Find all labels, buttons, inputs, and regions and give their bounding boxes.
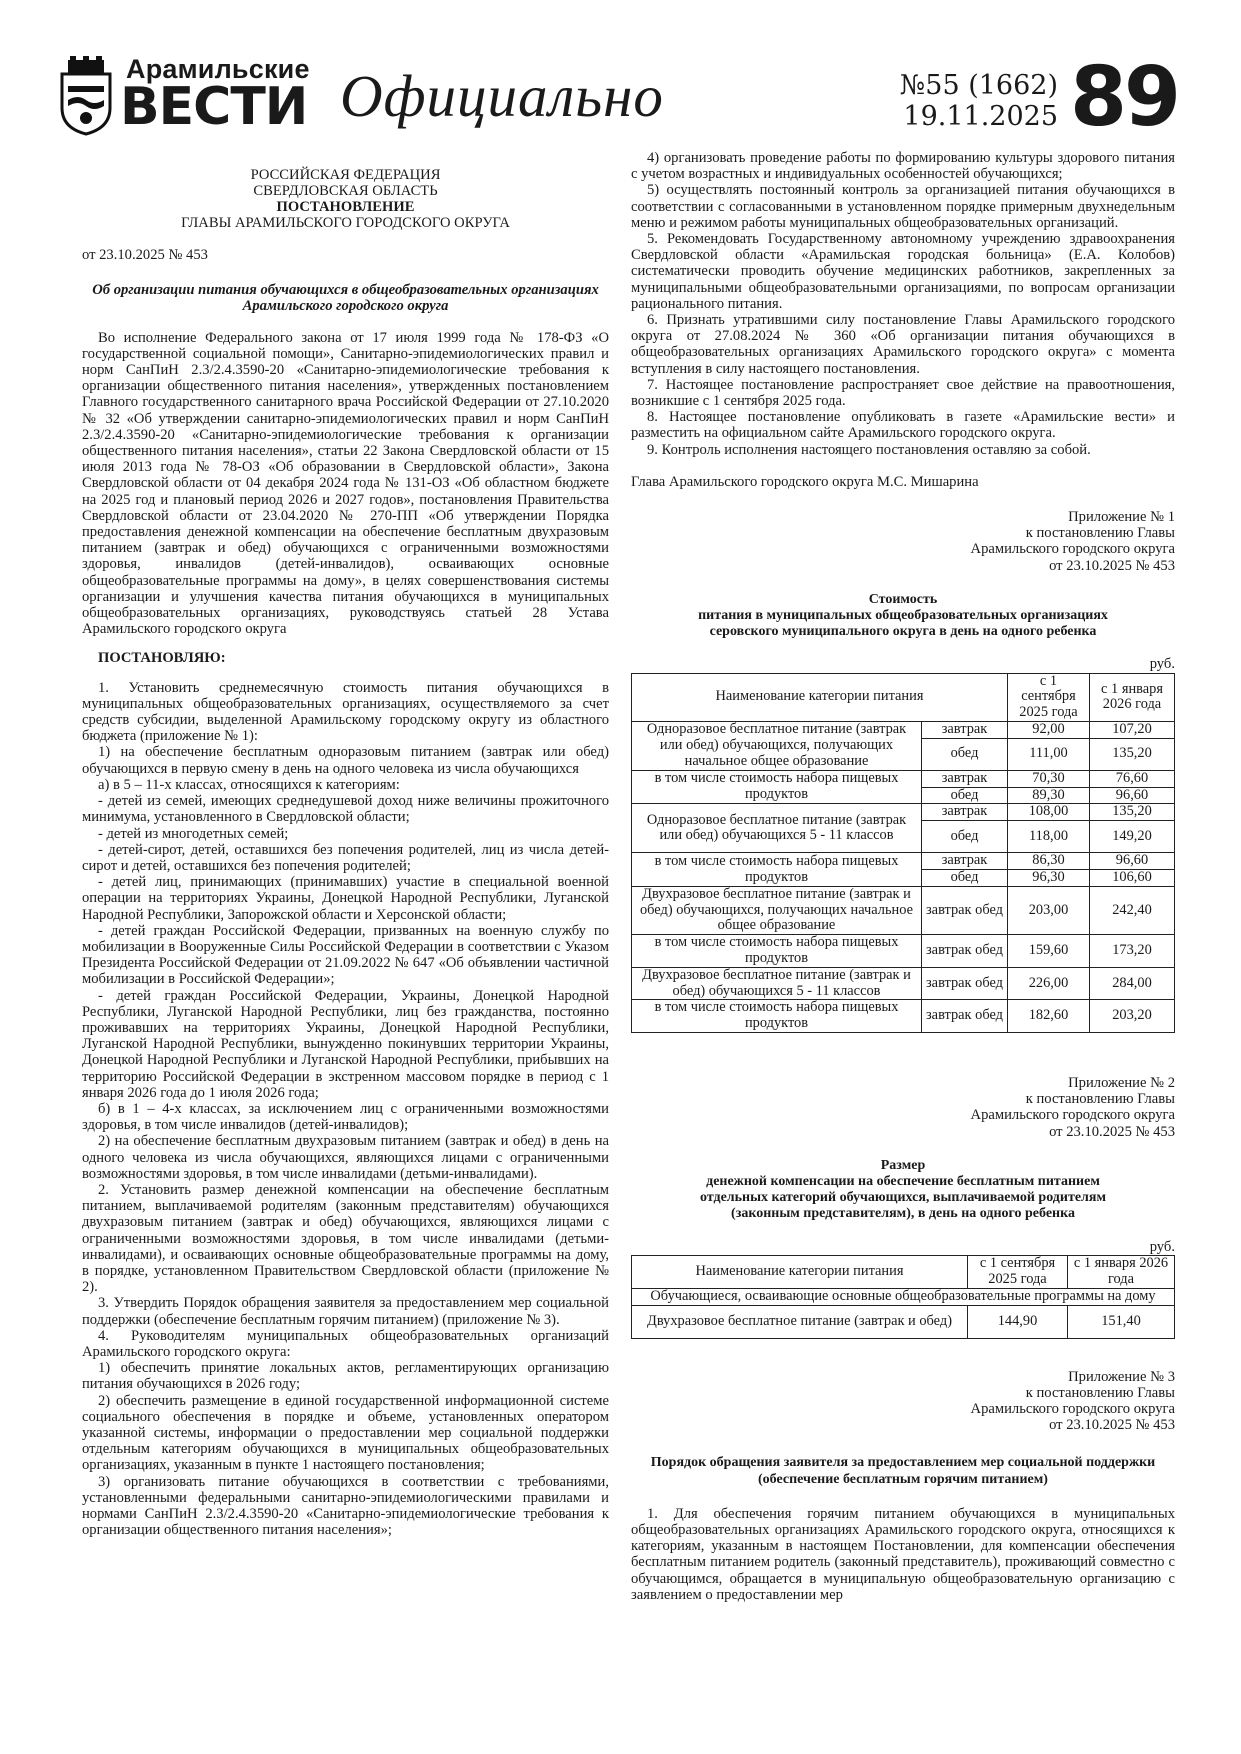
th-category: Наименование категории питания: [632, 673, 1008, 721]
header-line: ГЛАВЫ АРАМИЛЬСКОГО ГОРОДСКОГО ОКРУГА: [181, 215, 510, 231]
title-line: отдельных категорий обучающихся, выплачиваемой родителям: [700, 1190, 1106, 1206]
section-title: Официально: [340, 63, 664, 129]
paragraph: - детей граждан Российской Федерации, призванных на военную службу по мобилизации в Вооруженные Силы Российской Федерации в соответствии с Указом Президента Российской Федерации от 21.09.2022 № 647 «Об объявлении частичной мобилизации в Российской Федерации»;: [82, 922, 609, 988]
appendix1-ref: [631, 509, 1175, 574]
cell-value: 149,20: [1090, 821, 1175, 853]
ref-line: к постановлению Главы: [1025, 1384, 1175, 1401]
header-line: СВЕРДЛОВСКАЯ ОБЛАСТЬ: [253, 183, 438, 199]
th-jan: с 1 января 2026 года: [1090, 673, 1175, 721]
appendix3-ref: [631, 1369, 1175, 1434]
title-line: денежной компенсации на обеспечение бесплатным питанием: [706, 1174, 1100, 1190]
paragraph: 5) осуществлять постоянный контроль за организацией питания обучающихся в соответствии с согласованными в установленном порядке примерным двухнедельным меню и режимом работы муниципальных общеобразовательных организаций.: [631, 182, 1175, 231]
table-row: [632, 886, 1175, 934]
issue-number: №55 (1662): [899, 70, 1058, 101]
resolve-heading: ПОСТАНОВЛЯЮ:: [98, 650, 226, 667]
table-header-row: [632, 673, 1175, 721]
cell-name: в том числе стоимость набора пищевых продуктов: [632, 935, 922, 968]
cell-value: 89,30: [1008, 787, 1090, 804]
cell-meal: обед: [922, 787, 1008, 804]
cell-value: 203,20: [1090, 1000, 1175, 1033]
paragraph: 7. Настоящее постановление распространяет свое действие на правоотношения, возникшие с 1 сентября 2025 года.: [631, 376, 1175, 410]
cell-value: 86,30: [1008, 853, 1090, 870]
paragraph: 1. Для обеспечения горячим питанием обучающихся в муниципальных общеобразовательных организациях Арамильского городского округа, относящихся к категориям, указанным в настоящем Постановлении, для компенсации обеспечения бесплатным питанием родитель (законный представитель), проживающий совместно с обучающимся, обращается в муниципальную общеобразовательную организацию с заявлением о предоставлении мер: [631, 1505, 1175, 1603]
th-jan: с 1 января 2026 года: [1068, 1255, 1175, 1288]
coat-of-arms-icon: [58, 56, 114, 136]
ref-line: Приложение № 3: [1068, 1368, 1175, 1385]
ref-line: Арамильского городского округа: [970, 541, 1175, 558]
cell-value: 182,60: [1008, 1000, 1090, 1033]
cell-value: 111,00: [1008, 738, 1090, 770]
title-line: Размер: [880, 1157, 926, 1173]
cell-meal: завтрак: [922, 770, 1008, 787]
table-row: [632, 1000, 1175, 1033]
paragraph: 6. Признать утратившими силу постановление Главы Арамильского городского округа от 27.08.2024 № 360 «Об организации питания обучающихся в общеобразовательных организациях Арамильского городского округа» с момента вступления в силу настоящего постановления.: [631, 312, 1175, 377]
cell-value: 96,30: [1008, 870, 1090, 887]
paragraph: - детей из семей, имеющих среднедушевой доход ниже величины прожиточного минимума, установленного в Свердловской области;: [82, 793, 609, 826]
appendix2-ref: [631, 1075, 1175, 1140]
ref-line: от 23.10.2025 № 453: [1049, 1417, 1175, 1434]
table-row: [632, 722, 1175, 739]
issue-date: 19.11.2025: [903, 101, 1058, 132]
paragraph: - детей лиц, принимающих (принимавших) участие в специальной военной операции на территориях Украины, Донецкой Народной Республики, Луганской Народной Республики, Запорожской области и Херсонской области;: [82, 874, 609, 923]
paragraph: 3) организовать питание обучающихся в соответствии с требованиями, установленными федеральными санитарно-эпидемиологическими правилами и нормами СанПиН 2.3/2.4.3590-20 «Санитарно-эпидемиологические требования к организации общественного питания населения»;: [82, 1473, 609, 1539]
brand-main-text: ВЕСТИ: [120, 77, 308, 137]
decree-date: от 23.10.2025 № 453: [82, 247, 208, 263]
table-row: [632, 804, 1175, 821]
title-line: Стоимость: [868, 591, 938, 607]
cell-meal: завтрак: [922, 853, 1008, 870]
cell-value: 96,60: [1090, 787, 1175, 804]
table-row: [632, 935, 1175, 968]
paragraph: 2. Установить размер денежной компенсации на обеспечение бесплатным питанием, выплачиваемой родителям (законным представителям) обучающихся двухразовым питанием (завтрак и обед) обучающихся, являющихся лицами с ограниченными возможностями здоровья, в том числе инвалидами (детьми-инвалидами), и осваивающих основные общеобразовательные программы на дому, в порядке, установленном Правительством Свердловской области (приложение № 2).: [82, 1181, 609, 1296]
table-row: [632, 1305, 1175, 1338]
cell-value: 107,20: [1090, 722, 1175, 739]
cell-meal: завтрак обед: [922, 886, 1008, 934]
group-label: Обучающиеся, осваивающие основные общеобразовательные программы на дому: [632, 1288, 1175, 1305]
paragraph: - детей граждан Российской Федерации, Украины, Донецкой Народной Республики, Луганской Народной Республики, лиц без гражданства, постоянно проживавших на территориях Украины, Донецкой Народной Республики, Луганской Народной Республики, вынужденно покинувших территории Украины, Донецкой Народной Республики и Луганской Народной Республики, прибывших на территорию Российской Федерации в экстренном массовом порядке в период с 1 января 2026 года до 1 июля 2026 года;: [82, 987, 609, 1101]
ref-line: Арамильского городского округа: [970, 1401, 1175, 1418]
title-line: питания в муниципальных общеобразовательных организациях: [698, 608, 1108, 624]
cell-name: Одноразовое бесплатное питание (завтрак или обед) обучающихся, получающих начальное общее образование: [632, 722, 922, 771]
table-row: [632, 770, 1175, 787]
cell-value: 92,00: [1008, 722, 1090, 739]
table-row: [632, 967, 1175, 1000]
cell-name: Двухразовое бесплатное питание (завтрак и обед) обучающихся 5 - 11 классов: [632, 967, 922, 1000]
cell-value: 135,20: [1090, 804, 1175, 821]
header-line: ПОСТАНОВЛЕНИЕ: [276, 199, 415, 215]
cell-name: в том числе стоимость набора пищевых продуктов: [632, 1000, 922, 1033]
paragraph: 9. Контроль исполнения настоящего постановления оставляю за собой.: [647, 441, 1091, 458]
cell-value: 159,60: [1008, 935, 1090, 968]
paragraph: 5. Рекомендовать Государственному автономному учреждению здравоохранения Свердловской области «Арамильская городская больница» (Е.А. Колобов) систематически проводить обучение медицинских работников, закрепленных за муниципальными общеобразовательными организациями, по вопросам организации рационального питания.: [631, 231, 1175, 312]
cell-value: 173,20: [1090, 935, 1175, 968]
paragraph: 1) обеспечить принятие локальных актов, регламентирующих организацию питания обучающихся в 2026 году;: [82, 1360, 609, 1393]
paragraph: 2) на обеспечение бесплатным двухразовым питанием (завтрак и обед) в день на одного человека из числа обучающихся, являющихся лицами с ограниченными возможностями здоровья, в том числе инвалидами (детьми-инвалидами).: [82, 1133, 609, 1182]
paragraph: 3. Утвердить Порядок обращения заявителя за предоставлением мер социальной поддержки (обеспечение бесплатным горячим питанием) (приложение № 3).: [82, 1295, 609, 1328]
cell-name: Одноразовое бесплатное питание (завтрак или обед) обучающихся 5 - 11 классов: [632, 804, 922, 853]
appendix1-table: [631, 673, 1175, 1033]
cell-value: 144,90: [968, 1305, 1068, 1338]
signature: Глава Арамильского городского округа М.С. Мишарина: [631, 473, 979, 490]
ref-line: Приложение № 1: [1068, 509, 1175, 526]
cell-value: 203,00: [1008, 886, 1090, 934]
cell-value: 118,00: [1008, 821, 1090, 853]
cell-name: в том числе стоимость набора пищевых продуктов: [632, 853, 922, 887]
cell-name: Двухразовое бесплатное питание (завтрак и обед): [632, 1305, 968, 1338]
unit-label: руб.: [1149, 1238, 1175, 1255]
cell-value: 76,60: [1090, 770, 1175, 787]
paragraph: 4. Руководителям муниципальных общеобразовательных организаций Арамильского городского округа:: [82, 1327, 609, 1360]
cell-value: 108,00: [1008, 804, 1090, 821]
unit-label: руб.: [1149, 656, 1175, 673]
cell-value: 135,20: [1090, 738, 1175, 770]
th-category: Наименование категории питания: [632, 1255, 968, 1288]
th-sept: с 1 сентября 2025 года: [968, 1255, 1068, 1288]
cell-name: в том числе стоимость набора пищевых продуктов: [632, 770, 922, 804]
appendix1-title: [631, 592, 1175, 641]
newspaper-logo: [58, 52, 310, 138]
decree-header: [82, 167, 609, 231]
paragraph: 1. Установить среднемесячную стоимость питания обучающихся в муниципальных общеобразовательных организациях, осуществляемого за счет средств субсидии, выделенной Арамильскому городскому округу из областного бюджета (приложение № 1):: [82, 679, 609, 745]
cell-name: Двухразовое бесплатное питание (завтрак и обед) обучающихся, получающих начальное общее образование: [632, 886, 922, 934]
ref-line: от 23.10.2025 № 453: [1049, 1123, 1175, 1140]
th-sept: с 1 сентября 2025 года: [1008, 673, 1090, 721]
title-line: серовского муниципального округа в день на одного ребенка: [709, 624, 1097, 640]
cell-meal: завтрак обед: [922, 967, 1008, 1000]
paragraph: - детей из многодетных семей;: [98, 825, 289, 842]
right-column: [631, 150, 1175, 1603]
appendix3-title: Порядок обращения заявителя за предоставлением мер социальной поддержки (обеспечение бесплатным горячим питанием): [650, 1455, 1156, 1487]
ref-line: к постановлению Главы: [1025, 1091, 1175, 1108]
ref-line: Арамильского городского округа: [970, 1107, 1175, 1124]
cell-value: 242,40: [1090, 886, 1175, 934]
cell-meal: завтрак обед: [922, 935, 1008, 968]
cell-meal: завтрак: [922, 722, 1008, 739]
cell-meal: обед: [922, 821, 1008, 853]
table-row: [632, 853, 1175, 870]
paragraph: б) в 1 – 4-х классах, за исключением лиц с ограниченными возможностями здоровья, в том числе инвалидов (детей-инвалидов);: [82, 1100, 609, 1134]
paragraph: 4) организовать проведение работы по формированию культуры здорового питания с учетом возрастных и индивидуальных особенностей обучающихся;: [631, 150, 1175, 183]
header-line: РОССИЙСКАЯ ФЕДЕРАЦИЯ: [250, 167, 441, 183]
title-line: (законным представителям), в день на одного ребенка: [731, 1206, 1075, 1222]
table-group-row: [632, 1288, 1175, 1305]
cell-meal: обед: [922, 870, 1008, 887]
cell-value: 226,00: [1008, 967, 1090, 1000]
decree-title: Об организации питания обучающихся в общеобразовательных организациях Арамильского городского округа: [92, 282, 599, 315]
cell-meal: завтрак обед: [922, 1000, 1008, 1033]
paragraph: а) в 5 – 11-х классах, относящихся к категориям:: [98, 776, 400, 793]
appendix2-table: [631, 1255, 1175, 1339]
appendix2-title: [631, 1158, 1175, 1223]
cell-value: 96,60: [1090, 853, 1175, 870]
cell-value: 70,30: [1008, 770, 1090, 787]
ref-line: к постановлению Главы: [1025, 525, 1175, 542]
paragraph: - детей-сирот, детей, оставшихся без попечения родителей, лиц из числа детей-сирот и детей, оставшихся без попечения родителей;: [82, 841, 609, 874]
cell-value: 151,40: [1068, 1305, 1175, 1338]
table-header-row: [632, 1255, 1175, 1288]
ref-line: от 23.10.2025 № 453: [1049, 557, 1175, 574]
cell-value: 106,60: [1090, 870, 1175, 887]
ref-line: Приложение № 2: [1068, 1075, 1175, 1092]
cell-meal: обед: [922, 738, 1008, 770]
issue-info: [868, 70, 1058, 132]
cell-meal: завтрак: [922, 804, 1008, 821]
paragraph: 2) обеспечить размещение в единой государственной информационной системе социального обеспечения в порядке и объеме, установленных оператором указанной системы, информации о предоставлении мер социальной поддержки отдельным категориям обучающихся в муниципальных общеобразовательных организациях, указанным в пункте 1 настоящего постановления;: [82, 1392, 609, 1474]
brand-top-text: Арамильские: [126, 54, 310, 84]
cell-value: 284,00: [1090, 967, 1175, 1000]
preamble: Во исполнение Федерального закона от 17 июля 1999 года № 178-ФЗ «О государственной социальной помощи», Санитарно-эпидемиологических правил и норм СанПиН 2.3/2.4.3590-20 «Санитарно-эпидемиологические требования к организации общественного питания населения», утвержденных постановлением Главного государственного санитарного врача Российской Федерации от 27.10.2020 № 32 «Об утверждении санитарно-эпидемиологических правил и норм СанПиН 2.3/2.4.3590-20 «Санитарно-эпидемиологические требования к организации общественного питания населения», статьи 22 Закона Свердловской области от 15 июля 2013 года № 78-ОЗ «Об образовании в Свердловской области», Закона Свердловской области от 04 декабря 2024 года № 131-ОЗ «Об областном бюджете на 2025 год и плановый период 2026 и 2027 годов», постановления Правительства Свердловской области от 23.04.2020 № 270-ПП «Об утверждении Порядка предоставления денежной компенсации на обеспечение бесплатным двухразовым питанием (завтрак и обед) обучающихся с ограниченными возможностями здоровья, инвалидов (детей-инвалидов), осваивающих основные общеобразовательные программы на дому», в целях совершенствования системы организации и улучшения качества питания обучающихся в муниципальных общеобразовательных организациях, руководствуясь статьей 28 Устава Арамильского городского округа: [82, 329, 609, 638]
left-column: [82, 167, 609, 1538]
paragraph: 8. Настоящее постановление опубликовать в газете «Арамильские вести» и разместить на официальном сайте Арамильского городского округа.: [631, 409, 1175, 442]
page-number: 89: [1070, 50, 1179, 145]
paragraph: 1) на обеспечение бесплатным одноразовым питанием (завтрак или обед) обучающихся в первую смену в день на одного человека из числа обучающихся: [82, 744, 609, 777]
